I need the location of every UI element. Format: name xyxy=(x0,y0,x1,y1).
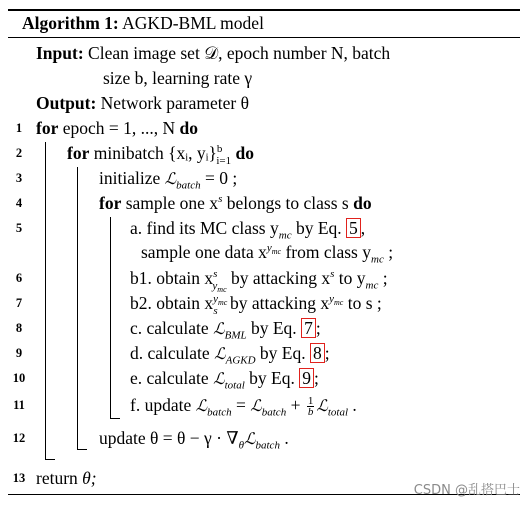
line-5b-sub: mc xyxy=(371,253,384,266)
line-3 xyxy=(99,168,238,192)
input-line-2 xyxy=(103,68,252,88)
keyword-do: do xyxy=(179,118,199,138)
line-9-text-c: ; xyxy=(324,343,330,363)
output-text: Network parameter θ xyxy=(100,93,249,113)
line-number-9: 9 xyxy=(15,346,23,360)
line-6-sup2: s xyxy=(330,268,335,281)
equation-ref-9[interactable]: 9 xyxy=(299,368,314,388)
line-3-text-a: initialize xyxy=(99,168,165,188)
loss-subscript: batch xyxy=(261,406,287,419)
loss-subscript: batch xyxy=(176,179,201,192)
line-number-8: 8 xyxy=(15,321,23,335)
line-9-text-b: by Eq. xyxy=(255,343,310,363)
input-text-1: Clean image set 𝒟, epoch number N, batch xyxy=(88,43,391,63)
line-9 xyxy=(130,343,330,367)
line-7-text-a: b2. obtain x xyxy=(130,293,214,313)
line-7-sub: s xyxy=(213,304,218,317)
line-5 xyxy=(130,218,366,242)
fraction-denominator: b xyxy=(307,406,314,419)
input-label: Input: xyxy=(36,43,84,63)
line-number-12: 12 xyxy=(12,431,26,445)
loss-symbol: ℒ xyxy=(195,396,208,415)
line-11-text-a: f. update xyxy=(130,395,196,415)
block-line-for-sample xyxy=(110,217,111,418)
line-13-text-b: θ; xyxy=(82,468,97,488)
equation-ref-5[interactable]: 5 xyxy=(346,218,361,238)
line-4-text: sample one x xyxy=(125,193,219,213)
line-8 xyxy=(130,318,321,342)
line-number-1: 1 xyxy=(15,121,23,135)
line-5b-text-c: ; xyxy=(383,242,394,262)
line-7-sup2: ymc xyxy=(329,293,344,308)
block-end-for-sample xyxy=(110,418,120,419)
line-5-cont xyxy=(141,242,394,266)
input-line-1 xyxy=(36,43,390,63)
line-12-text-b: . xyxy=(279,428,289,448)
line-3-text-b: = 0 ; xyxy=(200,168,238,188)
watermark: CSDN @乱搭巴士 xyxy=(413,483,520,498)
output-line xyxy=(36,93,249,113)
line-13-text-a: return xyxy=(36,468,83,488)
line-8-text-c: ; xyxy=(315,318,321,338)
line-8-text-a: c. calculate xyxy=(130,318,214,338)
line-7-text-c: to s ; xyxy=(343,293,382,313)
loss-symbol: ℒ xyxy=(164,169,177,188)
algorithm-title xyxy=(22,13,264,33)
loss-subscript: total xyxy=(327,406,349,419)
line-number-3: 3 xyxy=(15,171,23,185)
line-10-text-c: ; xyxy=(313,368,319,388)
top-rule xyxy=(8,9,520,11)
line-4-sup: s xyxy=(218,193,223,206)
line-5b-text-b: from class y xyxy=(281,242,371,262)
loss-symbol: ℒ xyxy=(316,396,328,415)
line-5b-text-a: sample one data x xyxy=(141,242,267,262)
loss-symbol: ℒ xyxy=(213,319,225,338)
line-6-sub: ymc xyxy=(212,279,227,294)
line-6-sup: s xyxy=(213,268,218,281)
keyword-for: for xyxy=(99,193,122,213)
line-7-sup: ymc xyxy=(213,293,228,308)
block-end-for-epoch xyxy=(45,459,55,460)
line-11-text-c: + xyxy=(286,395,305,415)
line-1-text: epoch = 1, ..., N xyxy=(62,118,176,138)
line-2 xyxy=(67,143,254,167)
line-5-text-a: a. find its MC class y xyxy=(130,218,279,238)
line-5-text-b: by Eq. xyxy=(291,218,347,238)
line-10-text-b: by Eq. xyxy=(244,368,300,388)
line-number-11: 11 xyxy=(13,398,25,412)
line-2-text: minibatch {xᵢ, yᵢ} xyxy=(93,143,217,163)
line-8-text-b: by Eq. xyxy=(246,318,302,338)
line-11 xyxy=(130,395,357,417)
block-line-for-epoch xyxy=(45,142,46,460)
loss-symbol: ℒ xyxy=(243,429,256,448)
line-5-sub: mc xyxy=(278,229,292,242)
loss-subscript: batch xyxy=(207,406,232,419)
line-6-text-c: to y xyxy=(334,268,366,288)
loss-subscript: AGKD xyxy=(225,354,256,367)
line-10 xyxy=(130,368,319,392)
line-12 xyxy=(99,428,289,452)
keyword-for: for xyxy=(36,118,59,138)
loss-symbol: ℒ xyxy=(214,344,226,363)
line-6 xyxy=(130,268,388,294)
line-11-text-b: = xyxy=(231,395,251,415)
algorithm-name: AGKD-BML model xyxy=(122,13,264,33)
equation-ref-7[interactable]: 7 xyxy=(301,318,316,338)
line-6-text-d: ; xyxy=(378,268,388,288)
equation-ref-8[interactable]: 8 xyxy=(310,343,325,363)
fraction-numerator: 1 xyxy=(307,395,314,408)
line-2-sup: b xyxy=(216,143,223,156)
line-6-sub2: mc xyxy=(365,279,379,292)
keyword-do: do xyxy=(235,143,254,163)
line-11-text-d: . xyxy=(348,395,357,415)
line-5-text-c: , xyxy=(360,218,366,238)
line-7-text-b: by attacking x xyxy=(225,293,330,313)
loss-subscript: BML xyxy=(224,329,247,342)
fraction xyxy=(307,396,315,417)
line-2-sub: i=1 xyxy=(216,154,232,167)
output-label: Output: xyxy=(36,93,97,113)
line-number-5: 5 xyxy=(15,221,23,235)
line-number-4: 4 xyxy=(15,196,23,210)
line-5b-sup: ymc xyxy=(266,242,282,257)
line-4 xyxy=(99,193,372,213)
line-7 xyxy=(130,293,382,317)
line-10-text-a: e. calculate xyxy=(130,368,214,388)
line-13 xyxy=(36,468,97,488)
loss-subscript: total xyxy=(224,379,245,392)
line-4-text2: belongs to class s xyxy=(222,193,349,213)
line-number-10: 10 xyxy=(12,371,26,385)
line-number-7: 7 xyxy=(15,296,23,310)
line-number-13: 13 xyxy=(12,471,26,485)
input-text-2: size b, learning rate γ xyxy=(103,68,253,88)
loss-symbol: ℒ xyxy=(250,396,262,415)
header-rule xyxy=(8,37,520,38)
loss-symbol: ℒ xyxy=(213,369,225,388)
block-end-for-minibatch xyxy=(77,449,87,450)
line-1 xyxy=(36,118,198,138)
line-12-text-a: update θ = θ − γ · ∇ xyxy=(99,428,239,448)
loss-subscript: batch xyxy=(255,439,280,452)
line-6-text-b: by attacking x xyxy=(226,268,331,288)
keyword-do: do xyxy=(353,193,372,213)
keyword-for: for xyxy=(67,143,90,163)
algorithm-label: Algorithm 1: xyxy=(22,13,119,33)
line-9-text-a: d. calculate xyxy=(130,343,215,363)
block-line-for-minibatch xyxy=(77,167,78,449)
line-6-text-a: b1. obtain x xyxy=(130,268,214,288)
line-number-6: 6 xyxy=(15,271,23,285)
line-number-2: 2 xyxy=(15,146,23,160)
line-12-sub: θ xyxy=(238,439,244,452)
